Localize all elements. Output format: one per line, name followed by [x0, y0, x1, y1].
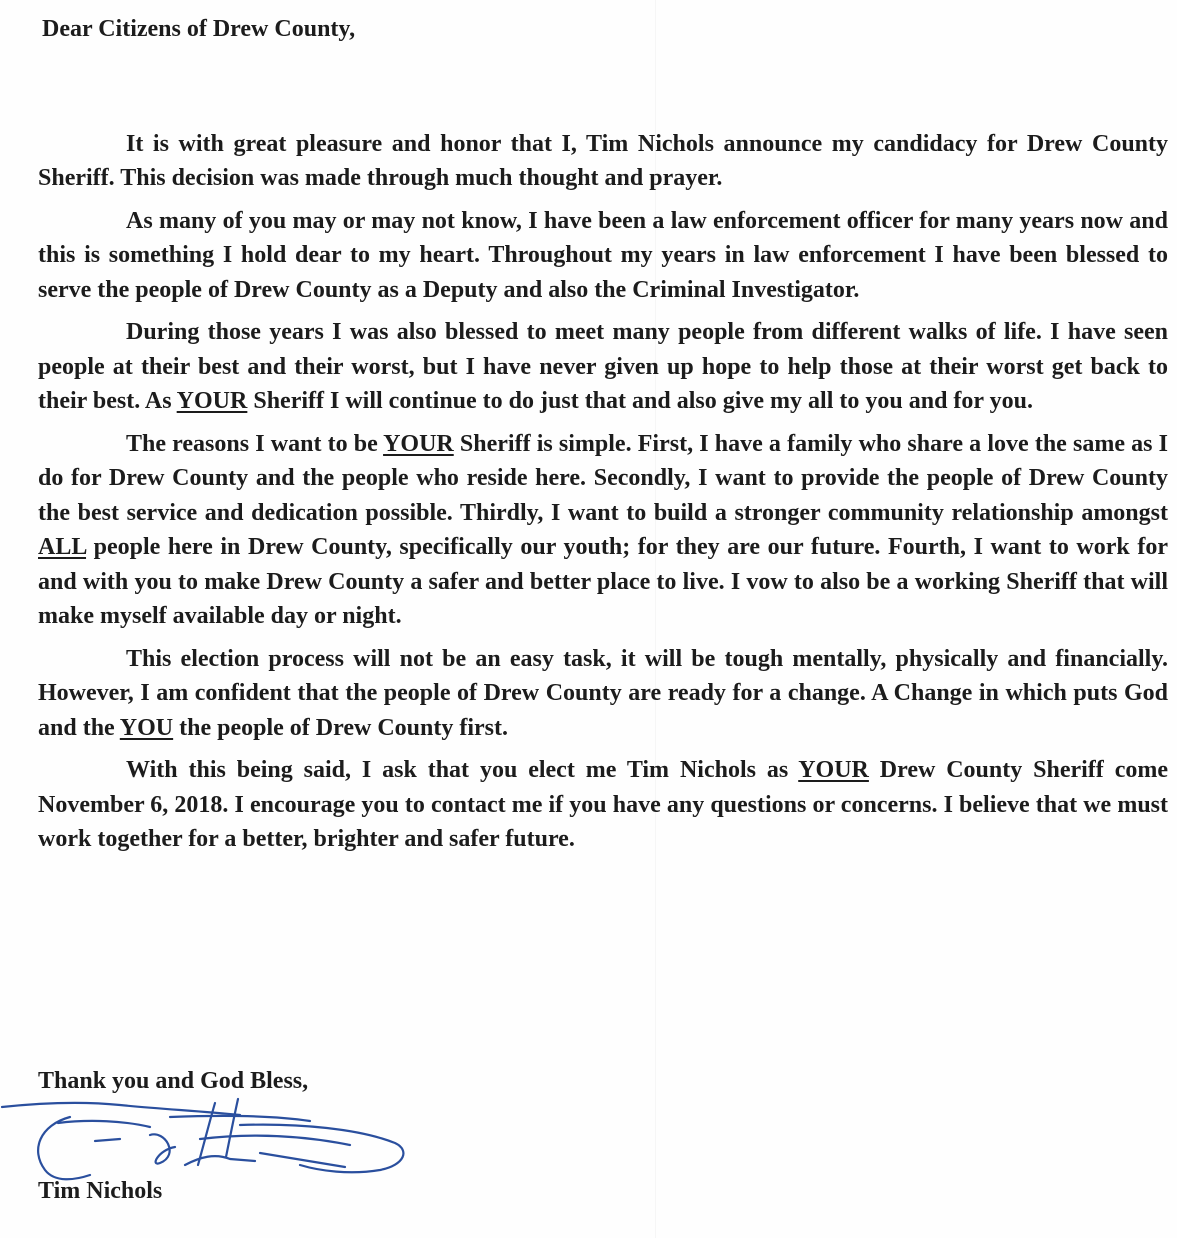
- paragraph-reasons-text-1: The reasons I want to be: [126, 430, 384, 457]
- emphasis-your: YOUR: [176, 388, 248, 414]
- paragraph-request-text-1: With this being said, I ask that you elect me Tim Nichols as: [126, 757, 799, 783]
- handwritten-signature: [0, 1095, 420, 1190]
- signature-stroke: [95, 1139, 120, 1141]
- emphasis-you: YOU: [119, 714, 174, 741]
- letter-body: [38, 12, 1168, 857]
- signature-stroke: [150, 1134, 175, 1163]
- signature-stroke: [240, 1125, 403, 1173]
- paragraph-service: [38, 315, 1168, 419]
- signature-stroke: [185, 1156, 255, 1165]
- paragraph-experience: As many of you may or may not know, I have been a law enforcement officer for many years now and this is something I hold dear to my heart. Throughout my years in law enforcement I have been blessed to serve the people of Drew County as a Deputy and also the Criminal Investigator.: [38, 207, 1168, 303]
- paragraph-reasons: [38, 427, 1168, 634]
- paragraph-service-text-1: During those years I was also blessed to meet many people from different walks of life. I have seen people at their best and their worst, but I have never given up hope to help those at their worst get back to their best. As: [38, 319, 1168, 414]
- paragraph-request: [38, 753, 1168, 857]
- closing-line: Thank you and God Bless,: [38, 1068, 309, 1094]
- emphasis-all: ALL: [38, 534, 87, 560]
- signature-stroke: [170, 1116, 310, 1121]
- signature-stroke: [58, 1121, 150, 1127]
- salutation: Dear Citizens of Drew County,: [42, 16, 356, 42]
- signature-stroke: [2, 1103, 240, 1115]
- paragraph-service-text-2: Sheriff I will continue to do just that and also give my all to you and for you.: [247, 388, 1033, 414]
- paragraph-reasons-text-2: Sheriff is simple. First, I have a family who share a love the same as I do for Drew County and the people who reside here. Secondly, I want to provide the people of Drew County the best service and dedication possible. Thirdly, I want to build a stronger community relationship amongst: [38, 430, 1168, 526]
- emphasis-your: YOUR: [798, 757, 869, 783]
- signature-stroke: [226, 1099, 238, 1157]
- emphasis-your: YOUR: [383, 430, 454, 457]
- paragraph-reasons-text-3: people here in Drew County, specifically our youth; for they are our future. Fourth, I want to work for and with you to make Drew County a safer and better place to live. I vow to also be a working Sheriff that will make myself available day or night.: [38, 534, 1168, 629]
- paragraph-request-text-2: Drew County Sheriff come November 6, 2018. I encourage you to contact me if you have any questions or concerns. I believe that we must work together for a better, brighter and safer future.: [38, 757, 1168, 852]
- signer-name: Tim Nichols: [38, 1178, 163, 1204]
- paragraph-election-text-2: the people of Drew County first.: [173, 714, 508, 741]
- signature-stroke: [38, 1117, 90, 1179]
- signature-stroke: [200, 1136, 350, 1145]
- paragraph-election-text-1: This election process will not be an easy task, it will be tough mentally, physically and financially. However, I am confident that the people of Drew County are ready for a change. A Change in which puts God and the: [38, 645, 1168, 741]
- paragraph-announcement: It is with great pleasure and honor that I, Tim Nichols announce my candidacy for Drew County Sheriff. This decision was made through much thought and prayer.: [38, 130, 1168, 191]
- paragraph-election: [38, 642, 1168, 746]
